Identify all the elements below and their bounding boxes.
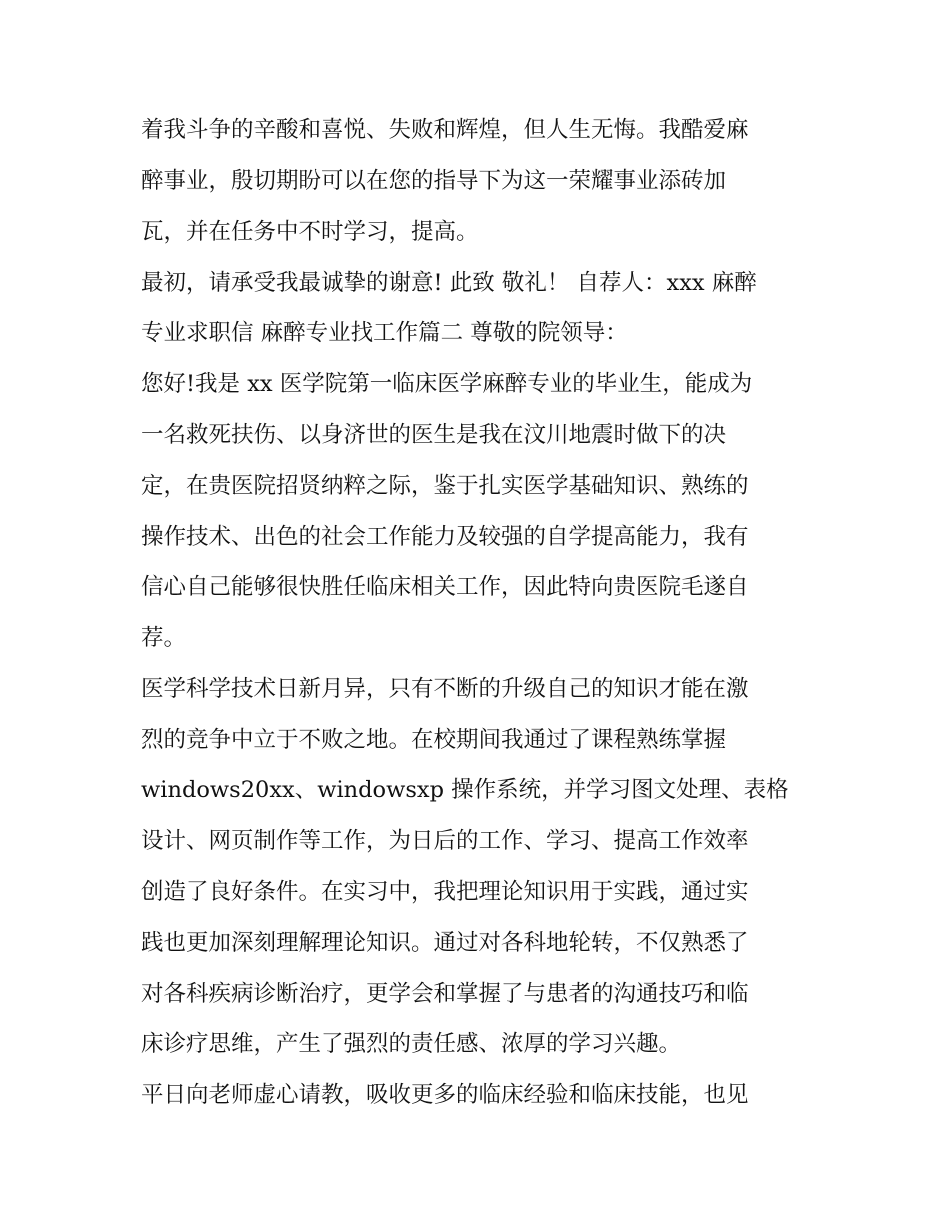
text-line: 定，在贵医院招贤纳粹之际，鉴于扎实医学基础知识、熟练的 — [141, 473, 749, 499]
text-line: 床诊疗思维，产生了强烈的责任感、浓厚的学习兴趣。 — [141, 1031, 682, 1057]
text-line: 医学科学技术日新月异，只有不断的升级自己的知识才能在激 — [141, 676, 749, 702]
text-line: 醉事业，殷切期盼可以在您的指导下为这一荣耀事业添砖加 — [141, 168, 727, 194]
text-line: 烈的竞争中立于不败之地。在校期间我通过了课程熟练掌握 — [141, 727, 727, 753]
text-line: 最初，请承受我最诚挚的谢意! 此致 敬礼！ 自荐人：xxx 麻醉 — [141, 270, 757, 296]
text-line: 操作技术、出色的社会工作能力及较强的自学提高能力，我有 — [141, 524, 749, 550]
text-line: 创造了良好条件。在实习中，我把理论知识用于实践，通过实 — [141, 879, 749, 905]
text-line: 对各科疾病诊断治疗，更学会和掌握了与患者的沟通技巧和临 — [141, 981, 749, 1007]
text-line: 着我斗争的辛酸和喜悦、失败和辉煌，但人生无悔。我酷爱麻 — [141, 117, 749, 143]
text-line: 设计、网页制作等工作，为日后的工作、学习、提高工作效率 — [141, 828, 749, 854]
text-line: 荐。 — [141, 625, 187, 651]
text-line: 践也更加深刻理解理论知识。通过对各科地轮转，不仅熟悉了 — [141, 930, 749, 956]
text-line: 信心自己能够很快胜任临床相关工作，因此特向贵医院毛遂自 — [141, 574, 749, 600]
text-line: 一名救死扶伤、以身济世的医生是我在汶川地震时做下的决 — [141, 422, 727, 448]
text-line: 您好!我是 xx 医学院第一临床医学麻醉专业的毕业生，能成为 — [141, 371, 753, 397]
text-line: 专业求职信 麻醉专业找工作篇二 尊敬的院领导： — [141, 320, 628, 346]
text-line: 平日向老师虚心请教，吸收更多的临床经验和临床技能，也见 — [141, 1082, 749, 1108]
text-line: windows20xx、windowsxp 操作系统，并学习图文处理、表格 — [141, 777, 789, 803]
text-line: 瓦，并在任务中不时学习，提高。 — [141, 219, 479, 245]
